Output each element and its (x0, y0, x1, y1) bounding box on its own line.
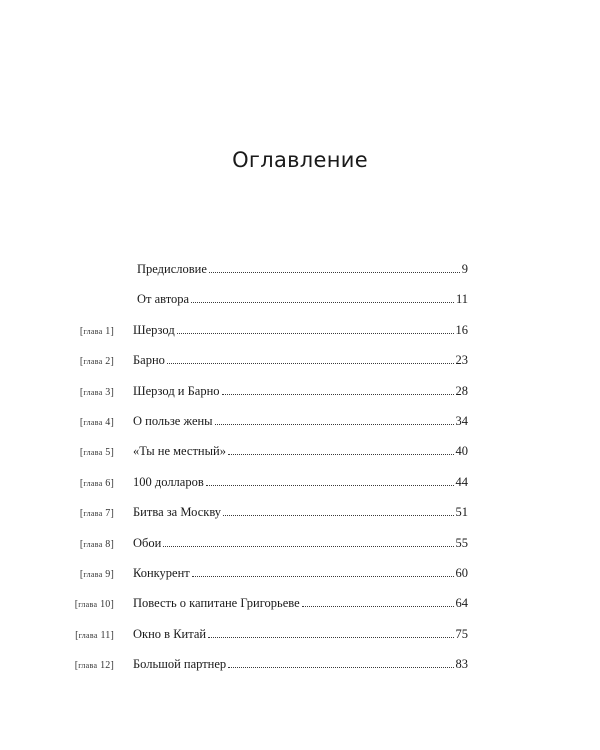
chapter-number: 3 (105, 386, 111, 398)
entry-title: От автора (137, 292, 190, 307)
toc-entry (65, 566, 468, 582)
toc-entry (65, 475, 468, 491)
page-number: 75 (455, 626, 468, 641)
toc-entry (65, 505, 468, 521)
page-number: 28 (455, 383, 468, 398)
chapter-label: [глава 11] (75, 629, 114, 641)
page-number: 23 (455, 353, 468, 368)
page-number: 44 (455, 474, 468, 489)
dot-leader (215, 424, 454, 425)
chapter-number: 8 (105, 538, 111, 550)
chapter-label: [глава 4] (79, 417, 114, 428)
dot-leader (228, 667, 453, 668)
chapter-label: [глава 9] (79, 569, 114, 580)
chapter-word: глава (83, 387, 103, 397)
chapter-label: [глава 8] (79, 538, 114, 550)
chapter-label: [глава 5] (79, 447, 114, 459)
chapter-number: 5 (105, 447, 111, 459)
entry-title: Большой партнер (133, 657, 227, 672)
entry-title: О пользе жены (133, 414, 213, 428)
entry-title: Обои (133, 535, 162, 550)
chapter-word: глава (83, 509, 103, 519)
page-number: 51 (455, 505, 468, 520)
chapter-word: глава (83, 570, 103, 579)
dot-leader (191, 302, 454, 303)
toc-entry (65, 384, 468, 400)
toc-title: Оглавление (232, 148, 368, 172)
entry-title: Окно в Китай (133, 626, 207, 641)
toc-entry (65, 444, 468, 460)
entry-title: Шерзод и Барно (133, 383, 220, 398)
toc-entry (137, 292, 468, 308)
toc-entry (137, 262, 468, 278)
entry-title: Предисловие (137, 262, 207, 276)
entry-title: Конкурент (133, 566, 190, 580)
chapter-number: 6 (105, 477, 111, 489)
dot-leader (192, 576, 454, 577)
chapter-label: [глава 6] (79, 477, 114, 489)
dot-leader (163, 546, 453, 547)
chapter-label: [глава 10] (74, 599, 114, 611)
toc-entry (65, 536, 468, 552)
chapter-word: глава (83, 418, 103, 427)
dot-leader (206, 485, 454, 486)
page-number: 40 (455, 444, 468, 459)
chapter-word: глава (83, 539, 103, 549)
chapter-number: 11 (100, 629, 111, 641)
toc-entry (65, 323, 468, 339)
chapter-word: глава (78, 661, 98, 671)
dot-leader (223, 515, 453, 516)
page-number: 34 (455, 414, 468, 428)
dot-leader (222, 394, 454, 395)
toc-entry (65, 414, 468, 430)
page-number: 83 (455, 657, 468, 672)
chapter-label: [глава 2] (79, 356, 114, 368)
page-number: 11 (455, 292, 468, 307)
toc-entry (65, 657, 468, 673)
chapter-word: глава (83, 448, 103, 458)
chapter-label: [глава 7] (79, 508, 114, 520)
dot-leader (302, 606, 454, 607)
chapter-word: глава (78, 600, 98, 610)
chapter-word: глава (83, 326, 103, 336)
chapter-number: 7 (105, 508, 111, 520)
dot-leader (208, 637, 453, 638)
chapter-number: 4 (105, 417, 111, 428)
page-number: 9 (461, 262, 468, 276)
chapter-number: 1 (105, 325, 111, 337)
chapter-word: глава (83, 478, 103, 488)
chapter-number: 2 (105, 356, 111, 368)
page-number: 55 (455, 535, 468, 550)
chapter-label: [глава 1] (79, 325, 114, 337)
chapter-number: 10 (100, 599, 111, 611)
chapter-label: [глава 12] (74, 660, 114, 672)
toc-entry (65, 596, 468, 612)
entry-title: Шерзод (133, 322, 175, 337)
page-number: 60 (455, 566, 468, 580)
chapter-number: 12 (100, 660, 111, 672)
dot-leader (167, 363, 454, 364)
page-number: 64 (455, 596, 468, 611)
dot-leader (177, 333, 454, 334)
chapter-label: [глава 3] (79, 386, 114, 398)
page-number: 16 (455, 322, 468, 337)
entry-title: Барно (133, 353, 165, 368)
toc-entry (65, 353, 468, 369)
dot-leader (228, 454, 454, 455)
toc-entry (65, 627, 468, 643)
entry-title: Битва за Москву (133, 505, 222, 520)
chapter-word: глава (78, 630, 98, 640)
entry-title: «Ты не местный» (133, 444, 226, 459)
chapter-number: 9 (105, 569, 111, 580)
chapter-word: глава (83, 357, 103, 367)
entry-title: Повесть о капитане Григорьеве (133, 596, 300, 611)
entry-title: 100 долларов (133, 474, 204, 489)
dot-leader (209, 272, 460, 273)
